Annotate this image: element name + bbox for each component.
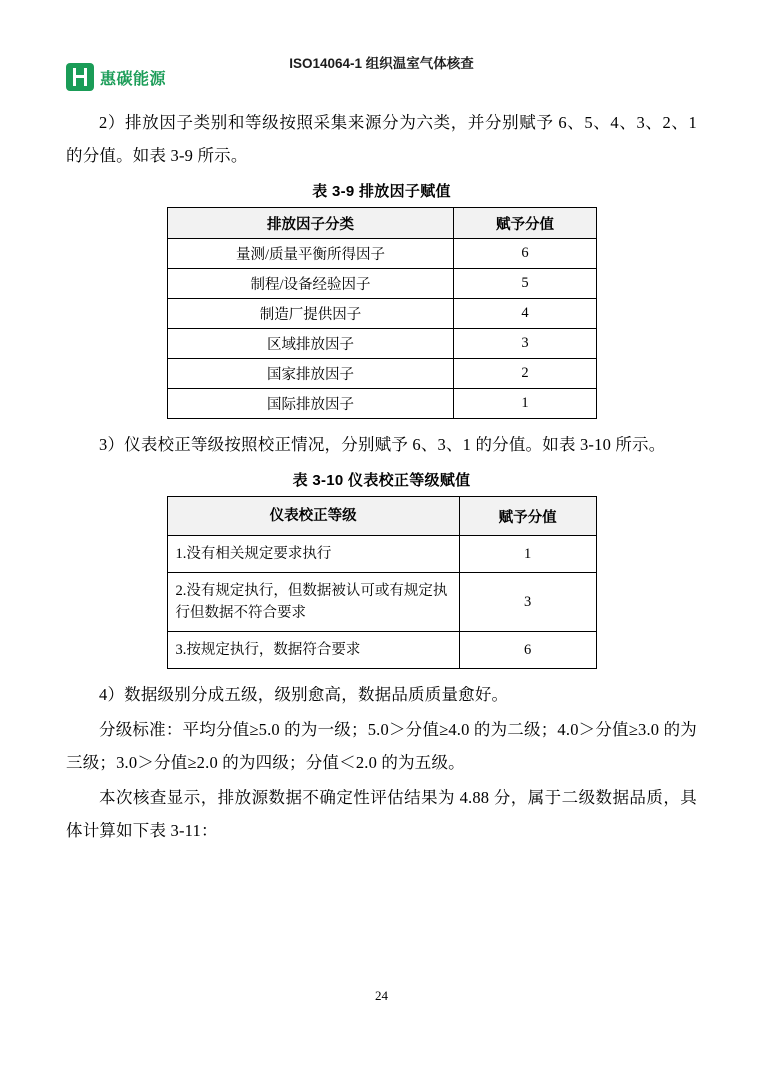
table-row (167, 269, 596, 299)
table-cell: 6 (454, 239, 596, 269)
brand-name: 惠碳能源 (100, 70, 167, 88)
table-cell: 5 (454, 269, 596, 299)
table-cell: 国际排放因子 (167, 389, 454, 419)
table-3-9-wrapper (66, 207, 697, 419)
table-3-9-header-category: 排放因子分类 (167, 208, 454, 239)
table-3-9-header-score: 赋予分值 (454, 208, 596, 239)
paragraph-5: 分级标准：平均分值≥5.0 的为一级；5.0＞分值≥4.0 的为二级；4.0＞分值≥3.0 的为三级；3.0＞分值≥2.0 的为四级；分值＜2.0 的为五级。 (66, 720, 697, 772)
table-row (167, 497, 596, 536)
table-cell: 4 (454, 299, 596, 329)
table-cell: 国家排放因子 (167, 359, 454, 389)
table-cell: 3 (454, 329, 596, 359)
table-row (167, 329, 596, 359)
paragraph-4: 4）数据级别分成五级，级别愈高，数据品质质量愈好。 (99, 685, 509, 704)
table-row (167, 299, 596, 329)
table-cell: 量测/质量平衡所得因子 (167, 239, 454, 269)
table-cell: 2.没有规定执行，但数据被认可或有规定执行但数据不符合要求 (167, 573, 459, 632)
table-cell: 6 (459, 632, 596, 669)
table-cell: 制造厂提供因子 (167, 299, 454, 329)
table-cell: 3.按规定执行，数据符合要求 (167, 632, 459, 669)
hui-tan-logo-icon (66, 63, 94, 91)
table-3-10-caption: 表 3-10 仪表校正等级赋值 (292, 472, 471, 489)
paragraph-2: 2）排放因子类别和等级按照采集来源分为六类，并分别赋予 6、5、4、3、2、1 的分值。如表 3-9 所示。 (66, 113, 697, 165)
brand (66, 63, 166, 91)
table-3-10 (167, 496, 597, 669)
page-number: 24 (375, 988, 388, 1003)
paragraph-3: 3）仪表校正等级按照校正情况，分别赋予 6、3、1 的分值。如表 3-10 所示。 (99, 435, 666, 454)
table-cell: 3 (459, 573, 596, 632)
table-cell: 制程/设备经验因子 (167, 269, 454, 299)
table-3-10-header-level: 仪表校正等级 (167, 497, 459, 536)
paragraph-6: 本次核查显示，排放源数据不确定性评估结果为 4.88 分，属于二级数据品质，具体计算如下表 3-11： (66, 788, 697, 840)
table-cell: 2 (454, 359, 596, 389)
table-row (167, 536, 596, 573)
table-3-10-wrapper (66, 496, 697, 669)
table-3-9-caption: 表 3-9 排放因子赋值 (312, 183, 451, 200)
table-row (167, 632, 596, 669)
table-cell: 1 (459, 536, 596, 573)
table-cell: 1.没有相关规定要求执行 (167, 536, 459, 573)
header-doc-title: ISO14064-1 组织温室气体核查 (289, 56, 474, 71)
table-row (167, 359, 596, 389)
page-header (66, 0, 697, 106)
table-row (167, 208, 596, 239)
table-cell: 区域排放因子 (167, 329, 454, 359)
table-3-9 (167, 207, 597, 419)
table-cell: 1 (454, 389, 596, 419)
table-row (167, 239, 596, 269)
table-row (167, 573, 596, 632)
table-row (167, 389, 596, 419)
table-3-10-header-score: 赋予分值 (459, 497, 596, 536)
